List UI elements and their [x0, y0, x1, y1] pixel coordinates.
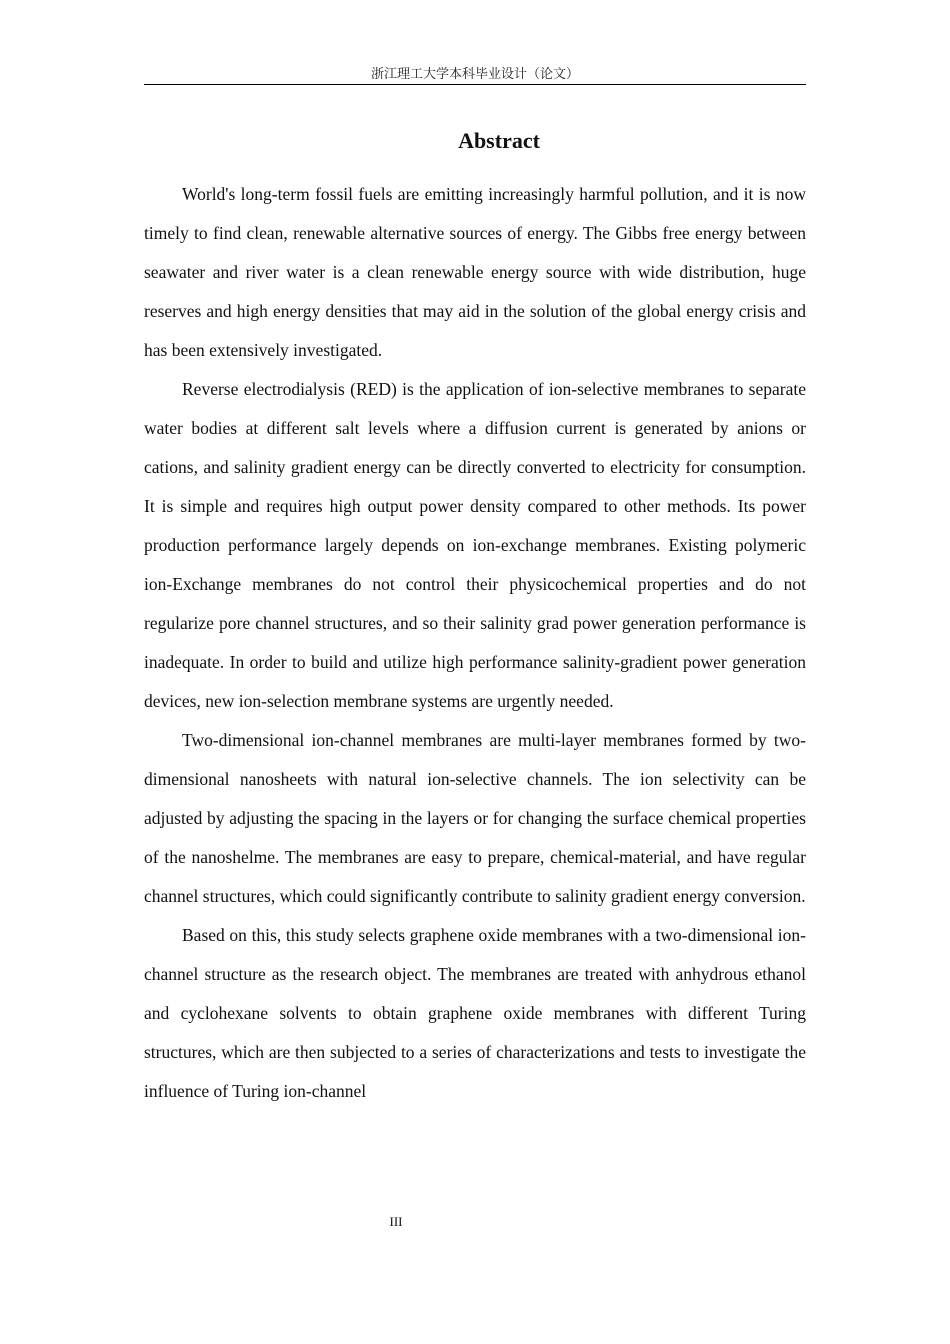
running-header: 浙江理工大学本科毕业设计（论文） — [370, 66, 579, 81]
abstract-paragraph-1: World's long-term fossil fuels are emitting increasingly harmful pollution, and it is now timely to find clean, renewable alternative sources of energy. The Gibbs free energy between seawater and river water is a clean renewable energy source with wide distribution, huge reserves and high energy densities that may aid in the solution of the global energy crisis and has been extensively investigated. — [144, 184, 806, 360]
page-number: III — [389, 1214, 403, 1229]
abstract-paragraph-2: Reverse electrodialysis (RED) is the application of ion-selective membranes to separate water bodies at different salt levels where a diffusion current is generated by anions or cations, and salinity gradient energy can be directly converted to electricity for consumption. It is simple and requires high output power density compared to other methods. Its power production performance largely depends on ion-exchange membranes. Existing polymeric ion-Exchange membranes do not control their physicochemical properties and do not regularize pore channel structures, and so their salinity grad power generation performance is inadequate. In order to build and utilize high performance salinity-gradient power generation devices, new ion-selection membrane systems are urgently needed. — [144, 379, 806, 711]
abstract-paragraph-4: Based on this, this study selects graphene oxide membranes with a two-dimensional ion-channel structure as the research object. The membranes are treated with anhydrous ethanol and cyclohexane solvents to obtain graphene oxide membranes with different Turing structures, which are then subjected to a series of characterizations and tests to investigate the influence of Turing ion-channel — [144, 925, 806, 1101]
abstract-body — [144, 175, 806, 1111]
abstract-title: Abstract — [458, 128, 540, 153]
header-rule — [144, 84, 806, 85]
abstract-paragraph-3: Two-dimensional ion-channel membranes are multi-layer membranes formed by two-dimensional nanosheets with natural ion-selective channels. The ion selectivity can be adjusted by adjusting the spacing in the layers or for changing the surface chemical properties of the nanoshelme. The membranes are easy to prepare, chemical-material, and have regular channel structures, which could significantly contribute to salinity gradient energy conversion. — [144, 730, 806, 906]
